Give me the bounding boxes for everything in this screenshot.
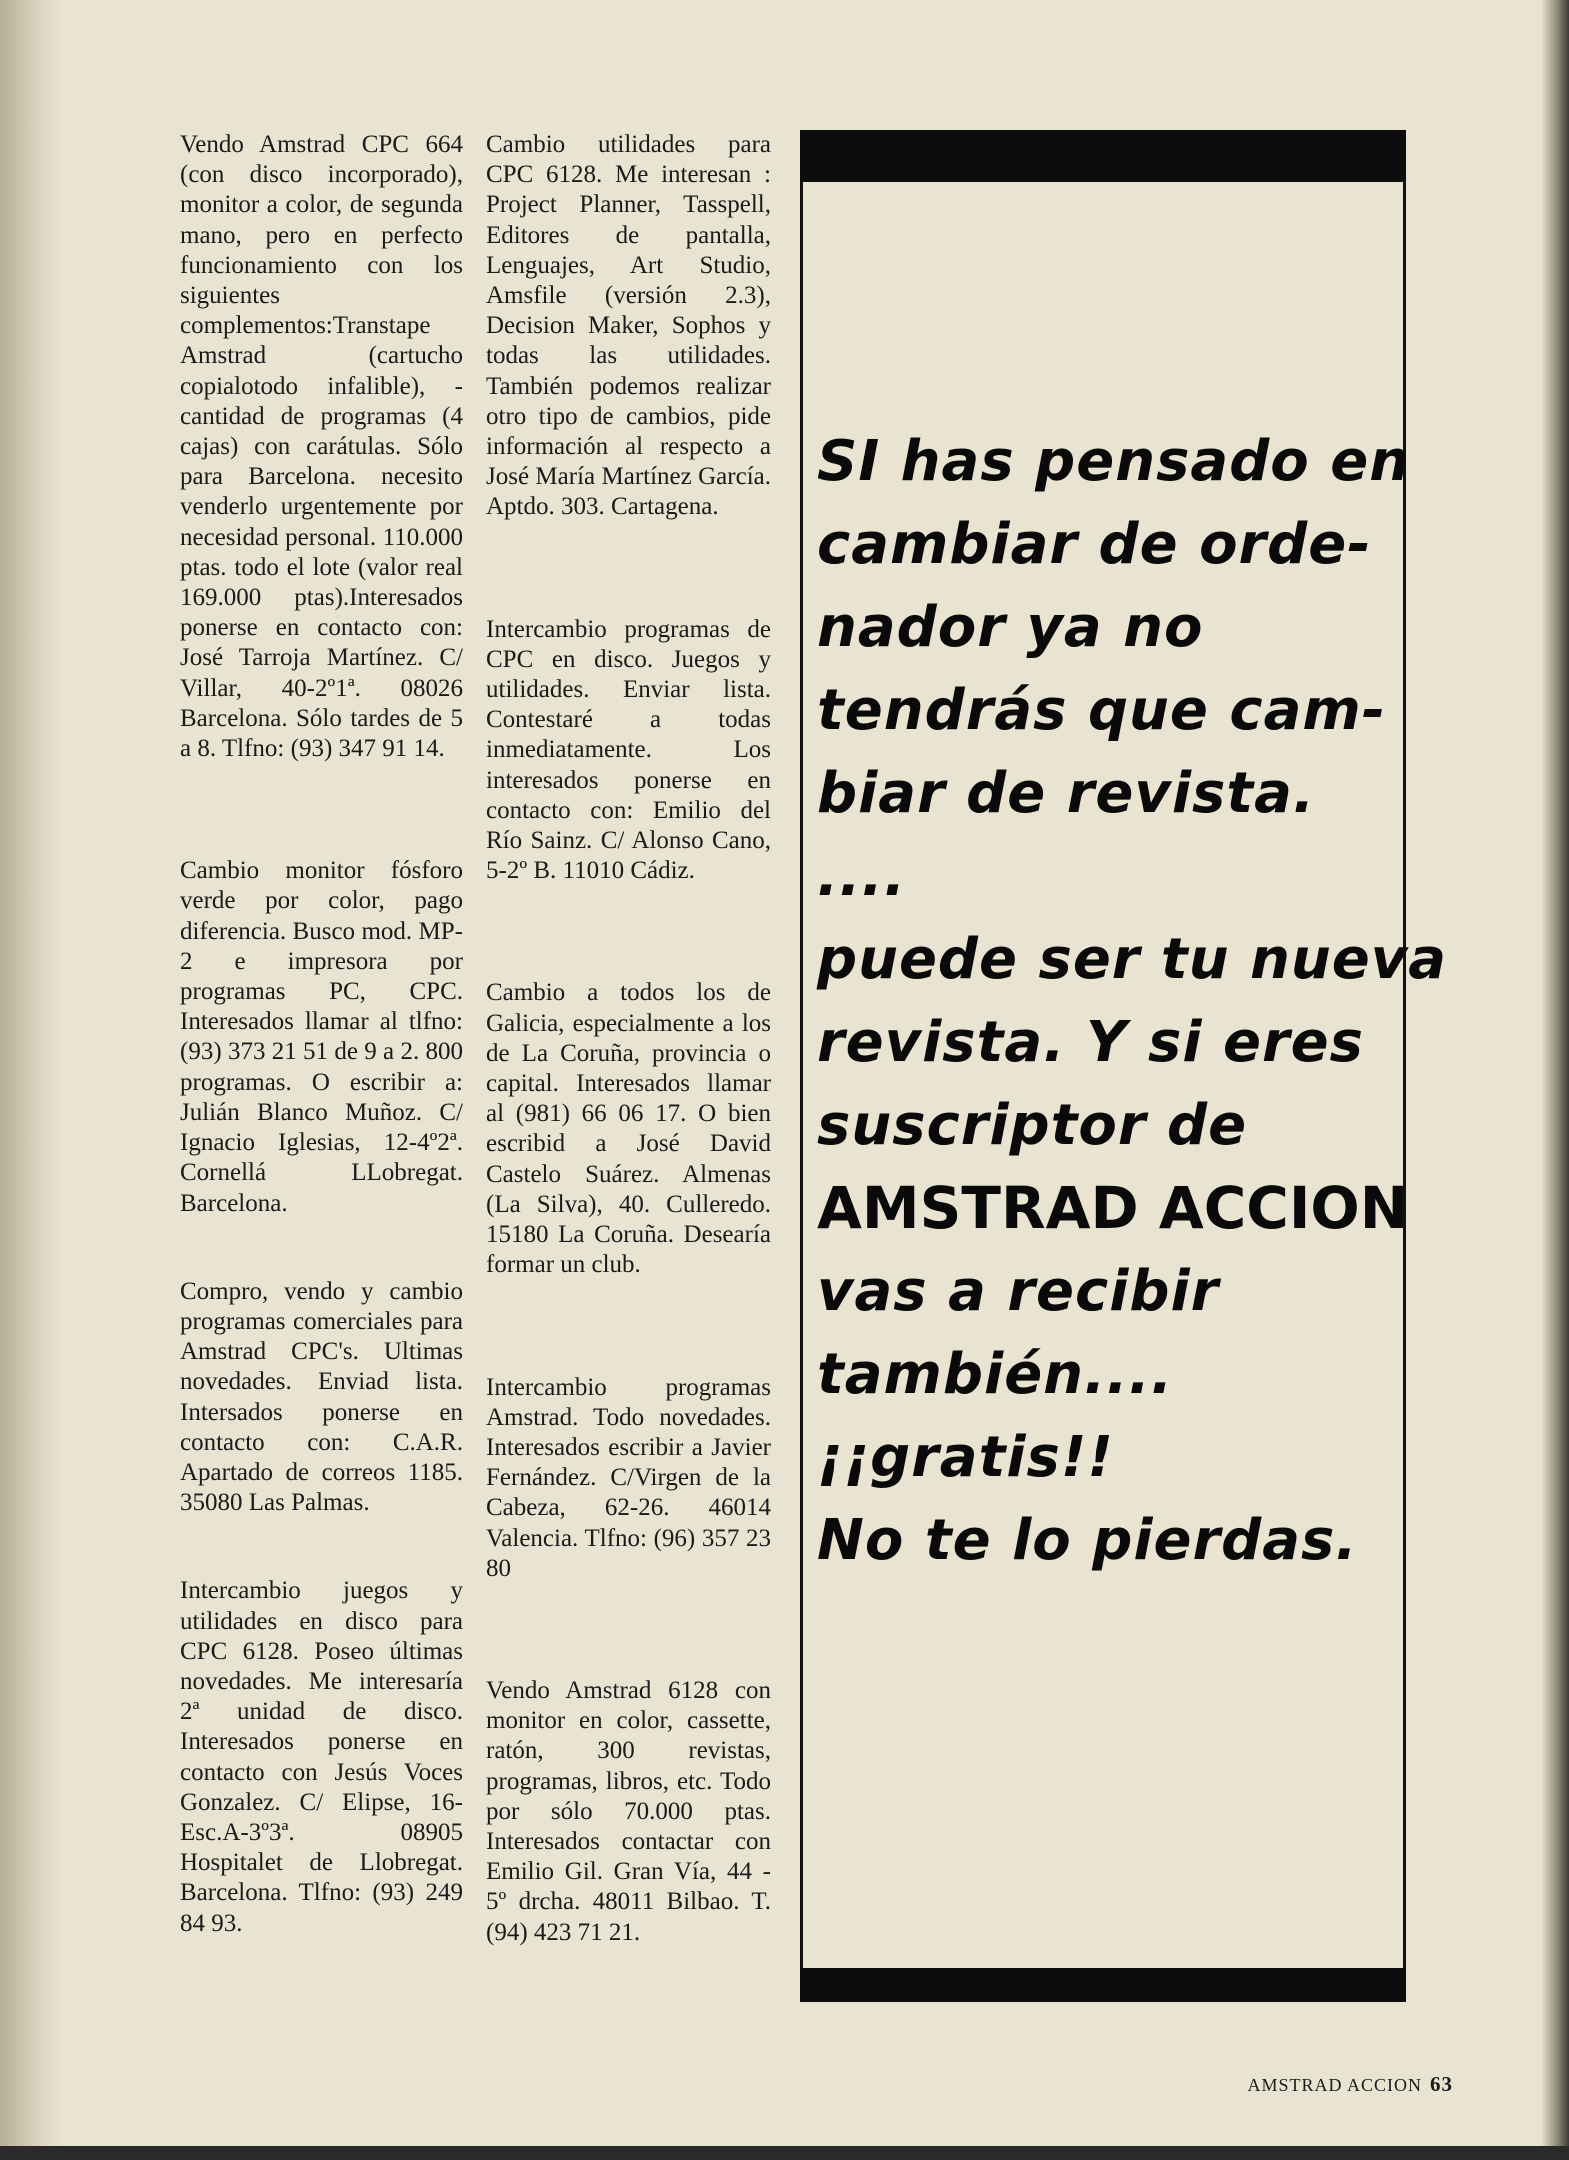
page-edge-shadow <box>1541 0 1569 2160</box>
classified-ad: Cambio a todos los de Galicia, especialmente a los de La Coruña, provincia o capital. Interesados llamar al (981) 66 06 17. O bien escribid a José David Castelo Suárez. Almenas (La Silva), 40. Culleredo. 15180 La Coruña. Desearía formar un club. <box>486 979 771 1279</box>
notice-line: nador ya no <box>817 595 1204 660</box>
classified-ad: Intercambio programas Amstrad. Todo novedades. Interesados escribir a Javier Fernández. C/Virgen de la Cabeza, 62-26. 46014 Valencia. Tlfno: (96) 357 23 80 <box>486 1373 771 1582</box>
classified-ad: Vendo Amstrad CPC 664 (con disco incorporado), monitor a color, de segunda mano, pero en perfecto funcionamiento con los siguientes complementos:Transtape Amstrad (cartucho copialotodo infalible), - cantidad de programas (4 cajas) con carátulas. Sólo para Barcelona. necesito venderlo urgentemente por necesidad personal. 110.000 ptas. todo el lote (valor real 169.000 ptas).Interesados ponerse en contacto con: José Tarroja Martínez. C/ Villar, 40-2º1ª. 08026 Barcelona. Sólo tardes de 5 a 8. Tlfno: (93) 347 91 14. <box>180 131 463 763</box>
classified-ad: Cambio utilidades para CPC 6128. Me interesan : Project Planner, Tasspell, Editores de pantalla, Lenguajes, Art Studio, Amsfile (versión 2.3), Decision Maker, Sophos y todas las utilidades. También podemos realizar otro tipo de cambios, pide información al respecto a José María Martínez García. Aptdo. 303. Cartagena. <box>486 131 771 521</box>
notice-line: ¡¡gratis!! <box>817 1425 1114 1490</box>
notice-line: No te lo pierdas. <box>817 1508 1358 1573</box>
classifieds-column-left <box>180 130 463 1939</box>
notice-line: puede ser tu nueva <box>817 927 1448 992</box>
notice-line: también.... <box>817 1342 1174 1407</box>
subscription-notice-box <box>800 130 1448 2002</box>
notice-line: .... <box>817 844 907 909</box>
notice-line: vas a recibir <box>817 1259 1220 1324</box>
notice-line: SI has pensado en <box>817 429 1411 494</box>
notice-top-bar <box>800 130 1406 182</box>
page-binding-shadow <box>0 0 60 2160</box>
classified-ad: Compro, vendo y cambio programas comerciales para Amstrad CPC's. Ultimas novedades. Enviad lista. Intersados ponerse en contacto con: C.A.R. Apartado de correos 1185. 35080 Las Palmas. <box>180 1277 463 1517</box>
notice-line: revista. Y si eres <box>817 1010 1364 1075</box>
footer-magazine-name: AMSTRAD ACCION <box>1247 2075 1422 2095</box>
page-number: 63 <box>1430 2072 1453 2096</box>
notice-bottom-bar <box>800 1968 1406 2002</box>
notice-line: cambiar de orde- <box>817 512 1372 577</box>
classifieds-column-middle <box>486 130 771 1948</box>
notice-line: tendrás que cam- <box>817 678 1386 743</box>
notice-line-magazine-name: AMSTRAD ACCION <box>817 1174 1409 1242</box>
notice-line: biar de revista. <box>817 761 1316 826</box>
notice-handwritten-text <box>817 420 1448 1582</box>
classified-ad: Cambio monitor fósforo verde por color, pago diferencia. Busco mod. MP-2 e impresora por programas PC, CPC. Interesados llamar al tlfno: (93) 373 21 51 de 9 a 2. 800 programas. O escribir a: Julián Blanco Muñoz. C/ Ignacio Iglesias, 12-4º2ª. Cornellá LLobregat. Barcelona. <box>180 857 463 1217</box>
classified-ad: Intercambio programas de CPC en disco. Juegos y utilidades. Enviar lista. Contestaré a todas inmediatamente. Los interesados ponerse en contacto con: Emilio del Río Sainz. C/ Alonso Cano, 5-2º B. 11010 Cádiz. <box>486 615 771 885</box>
page-folio <box>1247 2072 1453 2097</box>
scan-bottom-edge <box>0 2146 1569 2160</box>
classified-ad: Intercambio juegos y utilidades en disco para CPC 6128. Poseo últimas novedades. Me interesaría 2ª unidad de disco. Interesados ponerse en contacto con Jesús Voces Gonzalez. C/ Elipse, 16-Esc.A-3º3ª. 08905 Hospitalet de Llobregat. Barcelona. Tlfno: (93) 249 84 93. <box>180 1577 463 1937</box>
classified-ad: Vendo Amstrad 6128 con monitor en color, cassette, ratón, 300 revistas, programas, libros, etc. Todo por sólo 70.000 ptas. Interesados contactar con Emilio Gil. Gran Vía, 44 - 5º drcha. 48011 Bilbao. T. (94) 423 71 21. <box>486 1676 771 1946</box>
notice-line: suscriptor de <box>817 1093 1248 1158</box>
